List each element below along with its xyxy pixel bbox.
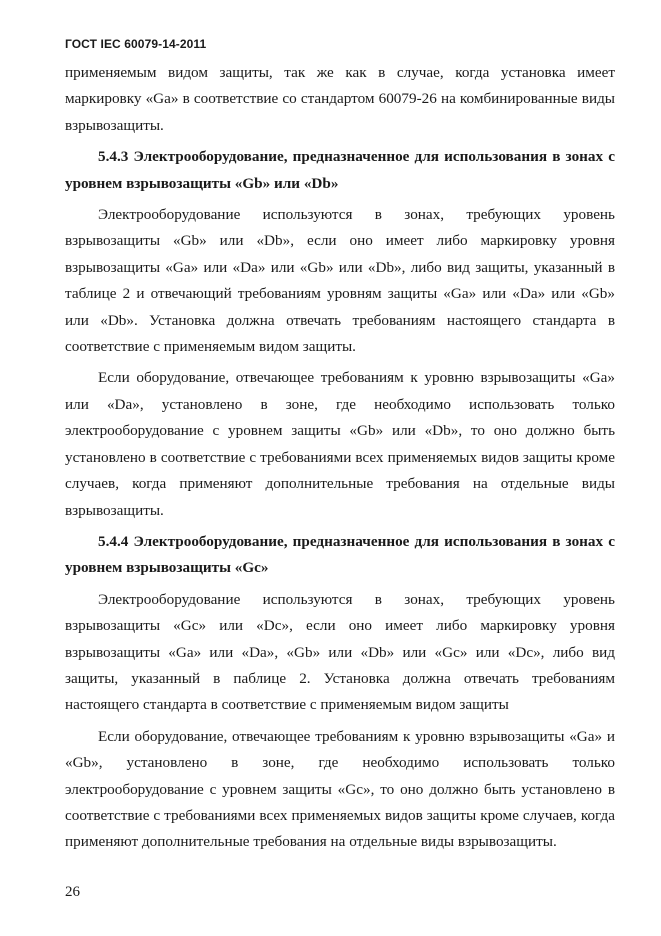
page-number: 26 [65, 884, 80, 900]
paragraph-ga-da-installed: Если оборудование, отвечающее требованиям к уровню взрывозащиты «Ga» или «Da», установлено в зоне, где необходимо использовать только электрооборудование с уровнем защиты «Gb» или «Db», то оно должно быть установлено в соответствие с требованиями всех применяемых видов защиты кроме случаев, когда применяют дополнительные требования на отдельные виды взрывозащиты. [65, 369, 615, 519]
document-body [65, 60, 615, 861]
paragraph-gb-db-usage: Электрооборудование используются в зонах, требующих уровень взрывозащиты «Gb» или «Db», если оно имеет либо маркировку уровня взрывозащиты «Ga» или «Da» или «Gb» или «Db», либо вид защиты, указанный в таблице 2 и отвечающий требованиям уровням защиты «Ga» или «Da» или «Gb» или «Db». Установка должна отвечать требованиям настоящего стандарта в соответствие с применяемым видом защиты. [65, 206, 615, 356]
paragraph-gc-usage: Электрооборудование используются в зонах, требующих уровень взрывозащиты «Gc» или «Dc», если оно имеет либо маркировку уровня взрывозащиты «Ga» или «Da», «Gb» или «Db» или «Gc» или «Dc», либо вид защиты, указанный в паблице 2. Установка должна отвечать требованиям настоящего стандарта в соответствие с применяемым видом защиты [65, 590, 615, 714]
paragraph-ga-gb-installed: Если оборудование, отвечающее требованиям к уровню взрывозащиты «Ga» и «Gb», установлено в зоне, где необходимо использовать только электрооборудование с уровнем защиты «Gc», то оно должно быть установлено в соответствие с требованиями всех применяемых видов защиты кроме случаев, когда применяют дополнительные требования на отдельные виды взрывозащиты. [65, 727, 615, 851]
section-heading-5-4-4: 5.4.4 Электрооборудование, предназначенное для использования в зонах с уровнем взрывозащиты «Gc» [65, 532, 615, 577]
section-heading-5-4-3: 5.4.3 Электрооборудование, предназначенное для использования в зонах с уровнем взрывозащиты «Gb» или «Db» [65, 148, 615, 192]
paragraph-continuation: применяемым видом защиты, так же как в случае, когда установка имеет маркировку «Ga» в соответствие со стандартом 60079-26 на комбинированные виды взрывозащиты. [65, 64, 615, 134]
document-header: ГОСТ IEC 60079-14-2011 [65, 37, 207, 51]
